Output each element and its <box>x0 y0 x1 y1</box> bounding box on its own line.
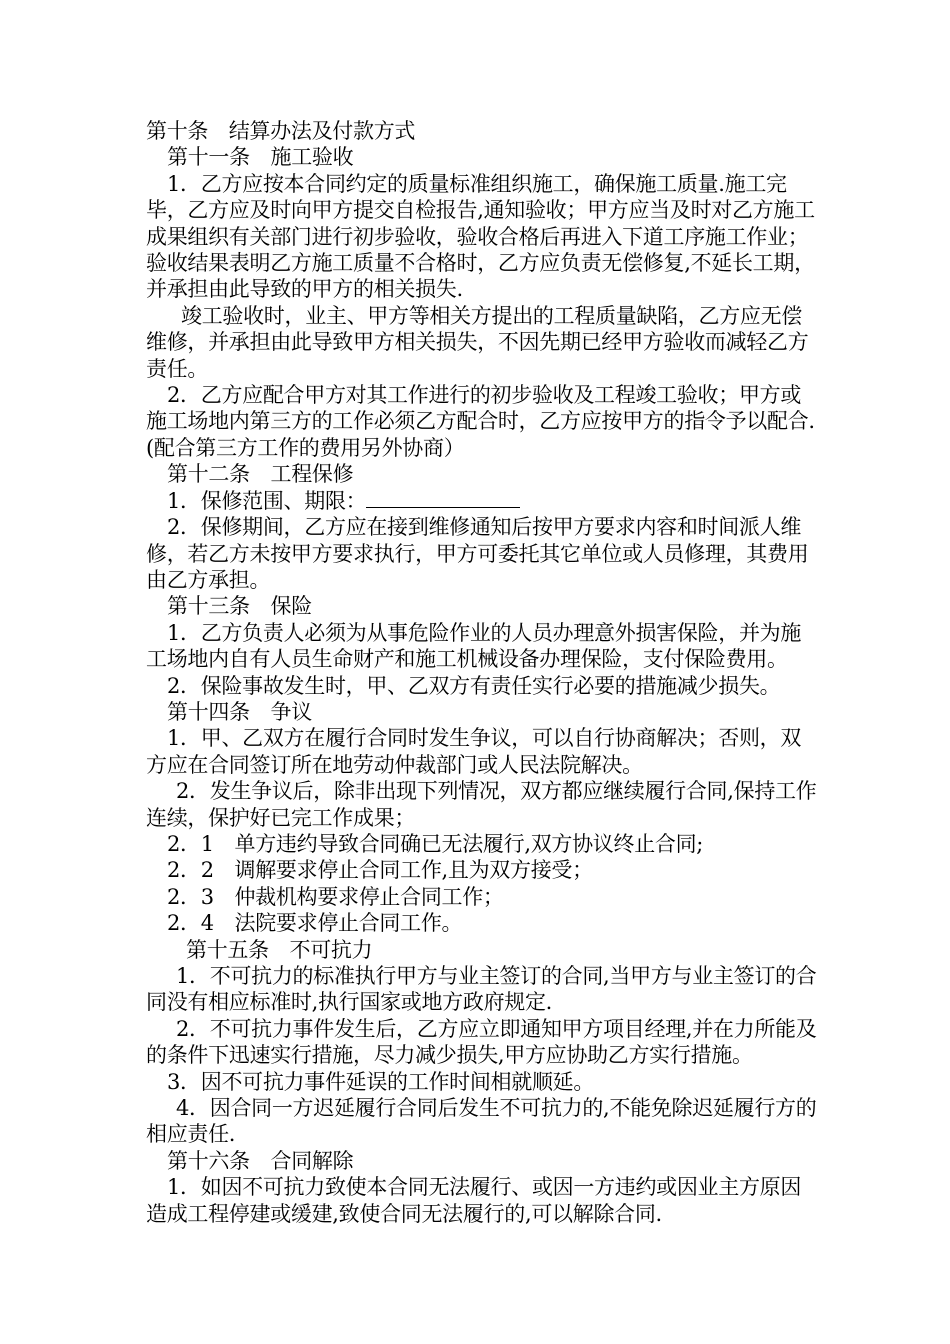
article-15-clause-2: 2．不可抗力事件发生后，乙方应立即通知甲方项目经理,并在力所能及的条件下迅速实行措施，尽力减少损失,甲方应协助乙方实行措施。 <box>146 1016 817 1068</box>
article-15-clause-1: 1．不可抗力的标准执行甲方与业主签订的合同,当甲方与业主签订的合同没有相应标准时,执行国家或地方政府规定. <box>146 964 817 1015</box>
document-body <box>146 118 818 1227</box>
article-11-heading: 第十一条 施工验收 <box>167 145 354 170</box>
article-12-clause-1 <box>146 488 818 514</box>
article-11-clause-2: 2．乙方应配合甲方对其工作进行的初步验收及工程竣工验收；甲方或施工场地内第三方的工作必须乙方配合时，乙方应按甲方的指令予以配合.(配合第三方工作的费用另外协商） <box>146 383 815 460</box>
article-15-heading: 第十五条 不可抗力 <box>186 937 373 962</box>
article-14-clause-2: 2．发生争议后，除非出现下列情况，双方都应继续履行合同,保持工作连续，保护好已完工作成果； <box>146 779 817 830</box>
blank-underline <box>366 489 520 508</box>
article-16-heading: 第十六条 合同解除 <box>167 1148 354 1173</box>
article-15-clause-3: 3．因不可抗力事件延误的工作时间相就顺延。 <box>167 1069 595 1094</box>
article-14-clause-2-1: 2．1 单方违约导致合同确已无法履行,双方协议终止合同; <box>167 831 704 856</box>
article-14-clause-2-4: 2．4 法院要求停止合同工作。 <box>167 911 463 936</box>
article-13-heading: 第十三条 保险 <box>167 594 312 619</box>
article-14-heading: 第十四条 争议 <box>167 699 312 724</box>
article-10-heading: 第十条 结算办法及付款方式 <box>146 119 416 143</box>
article-12-heading: 第十二条 工程保修 <box>167 462 354 487</box>
article-14-clause-2-2: 2．2 调解要求停止合同工作,且为双方接受； <box>167 858 593 883</box>
article-15-clause-4: 4．因合同一方迟延履行合同后发生不可抗力的,不能免除迟延履行方的相应责任. <box>146 1096 817 1147</box>
article-12-clause-2: 2．保修期间，乙方应在接到维修通知后按甲方要求内容和时间派人维修，若乙方未按甲方要求执行，甲方可委托其它单位或人员修理，其费用由乙方承担。 <box>146 515 809 592</box>
article-14-clause-2-3: 2．3 仲裁机构要求停止合同工作； <box>167 884 504 909</box>
article-11-clause-1-supplement: 竣工验收时，业主、甲方等相关方提出的工程质量缺陷，乙方应无偿维修，并承担由此导致甲方相关损失，不因先期已经甲方验收而减轻乙方责任。 <box>146 303 809 381</box>
article-16-clause-1: 1．如因不可抗力致使本合同无法履行、或因一方违约或因业主方原因造成工程停建或缓建,致使合同无法履行的,可以解除合同. <box>146 1175 802 1226</box>
article-13-clause-1: 1．乙方负责人必须为从事危险作业的人员办理意外损害保险，并为施工场地内自有人员生命财产和施工机械设备办理保险，支付保险费用。 <box>146 620 802 672</box>
article-11-clause-1: 1．乙方应按本合同约定的质量标准组织施工，确保施工质量.施工完毕，乙方应及时向甲方提交自检报告,通知验收；甲方应当及时对乙方施工成果组织有关部门进行初步验收，验收合格后再进入下道工序施工作业；验收结果表明乙方施工质量不合格时，乙方应负责无偿修复,不延长工期，并承担由此导致的甲方的相关损失. <box>146 171 815 302</box>
article-13-clause-2: 2．保险事故发生时，甲、乙双方有责任实行必要的措施减少损失。 <box>167 673 781 698</box>
article-14-clause-1: 1．甲、乙双方在履行合同时发生争议，可以自行协商解决；否则，双方应在合同签订所在地劳动仲裁部门或人民法院解决。 <box>146 726 802 777</box>
article-12-clause-1-text: 1．保修范围、期限： <box>167 488 367 513</box>
